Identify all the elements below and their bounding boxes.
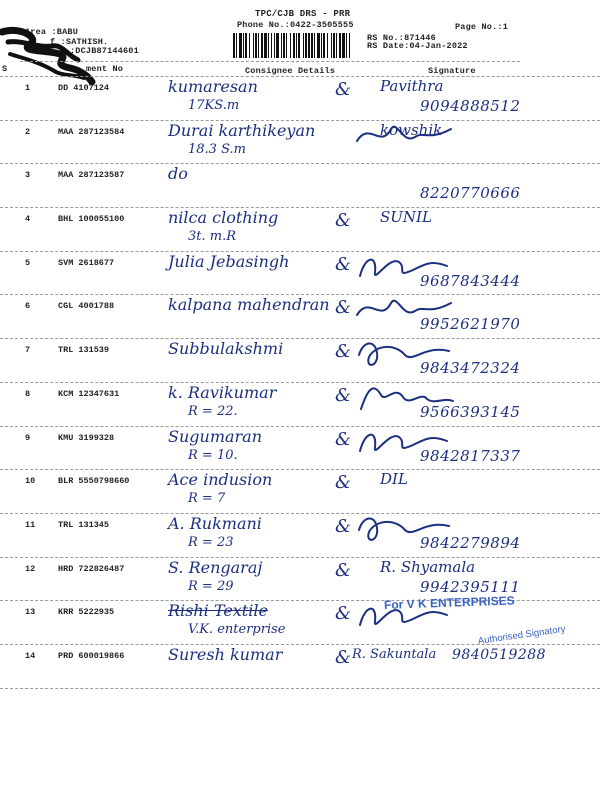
and-mark: & bbox=[335, 428, 352, 450]
receiver-signature bbox=[355, 293, 455, 329]
delivery-row bbox=[0, 121, 600, 165]
consignment-number: BHL 100055100 bbox=[58, 214, 125, 225]
delivery-row bbox=[0, 383, 600, 427]
consignee-name: Ace indusion bbox=[168, 470, 273, 490]
receiver-phone: 9842279894 bbox=[420, 533, 521, 552]
consignee-name: kumaresan bbox=[168, 77, 258, 96]
receiver-phone: 9566393145 bbox=[420, 402, 521, 421]
row-number: 3 bbox=[25, 170, 31, 181]
consignment-number: CGL 4001788 bbox=[58, 301, 115, 312]
receiver-phone: 9942395111 bbox=[420, 577, 521, 596]
receiver-name: R. Shyamala bbox=[380, 557, 476, 576]
receiver-name: kowshik bbox=[380, 120, 443, 139]
delivery-row bbox=[0, 339, 600, 383]
delivery-row bbox=[0, 295, 600, 339]
row-number: 14 bbox=[25, 650, 36, 661]
delivery-row bbox=[0, 514, 600, 558]
row-number: 6 bbox=[25, 301, 31, 312]
receiver-phone: 9840519288 bbox=[452, 646, 547, 663]
consignee-note: 3t. m.R bbox=[188, 229, 237, 245]
delivery-row bbox=[0, 77, 600, 121]
consignment-number: HRD 722826487 bbox=[58, 563, 125, 574]
office-phone: Phone No.:0422-3505555 bbox=[237, 20, 354, 30]
receiver-phone: 9952621970 bbox=[420, 315, 521, 334]
consignee-name: do bbox=[168, 164, 188, 184]
consignee-name: nilca clothing bbox=[168, 208, 279, 228]
row-number: 11 bbox=[25, 519, 36, 530]
row-number: 10 bbox=[25, 476, 36, 487]
consignment-number: TRL 131345 bbox=[58, 519, 110, 530]
consignment-number: MAA 287123587 bbox=[58, 170, 125, 181]
row-number: 12 bbox=[25, 563, 36, 574]
consignment-number: DD 4107124 bbox=[58, 83, 110, 93]
and-mark: & bbox=[335, 210, 352, 232]
consignment-number: TRL 131539 bbox=[58, 345, 110, 356]
consignee-name: k. Ravikumar bbox=[168, 382, 277, 402]
delivery-row bbox=[0, 164, 600, 208]
row-number: 8 bbox=[25, 388, 31, 399]
receiver-phone: 9843472324 bbox=[420, 359, 521, 378]
receiver-signature bbox=[355, 337, 455, 373]
consignee-name: S. Rengaraj bbox=[168, 557, 263, 577]
delivery-row bbox=[0, 208, 600, 252]
column-consignee: Consignee Details bbox=[245, 66, 336, 76]
document-title: TPC/CJB DRS - PRR bbox=[255, 9, 351, 19]
column-sno: S bbox=[2, 64, 8, 74]
receiver-phone: 9842817337 bbox=[420, 446, 521, 465]
receiver-name: Pavithra bbox=[380, 77, 444, 95]
consignment-number: KRR 5222935 bbox=[58, 607, 115, 618]
column-consignment: ment No bbox=[86, 64, 124, 74]
drs-code: :DCJB87144601 bbox=[70, 46, 139, 56]
column-signature: Signature bbox=[428, 66, 476, 76]
and-mark: & bbox=[335, 559, 352, 581]
and-mark: & bbox=[335, 253, 352, 275]
row-number: 13 bbox=[25, 607, 36, 618]
consignment-number: MAA 287123584 bbox=[58, 126, 125, 137]
receiver-signature bbox=[355, 512, 455, 548]
and-mark: & bbox=[335, 297, 352, 319]
receiver-phone: 9687843444 bbox=[420, 271, 521, 290]
barcode bbox=[233, 33, 353, 58]
row-number: 9 bbox=[25, 432, 31, 443]
authorised-signatory-label: Authorised Signatory bbox=[477, 623, 567, 647]
and-mark: & bbox=[335, 79, 352, 100]
receiver-phone: 9094888512 bbox=[420, 97, 521, 115]
receiver-signature bbox=[355, 119, 455, 155]
delivery-row bbox=[0, 252, 600, 296]
row-number: 2 bbox=[25, 126, 31, 137]
consignee-name: Sugumaran bbox=[168, 426, 263, 446]
consignee-name: A. Rukmani bbox=[168, 513, 262, 533]
and-mark: & bbox=[335, 646, 352, 668]
and-mark: & bbox=[335, 515, 352, 537]
consignee-note: R = 7 bbox=[188, 491, 226, 507]
row-number: 1 bbox=[25, 83, 31, 93]
consignee-note: R = 10. bbox=[188, 447, 238, 463]
consignee-note: R = 29 bbox=[188, 578, 234, 594]
receiver-name: SUNIL bbox=[380, 208, 432, 227]
staff-label: f :SATHISH. bbox=[50, 37, 109, 47]
receiver-name: DIL bbox=[380, 470, 408, 489]
consignment-number: PRD 600019866 bbox=[58, 650, 125, 661]
header-divider-top bbox=[20, 61, 520, 62]
delivery-row bbox=[0, 427, 600, 471]
row-number: 5 bbox=[25, 257, 31, 268]
and-mark: & bbox=[335, 341, 352, 363]
row-number: 7 bbox=[25, 345, 31, 356]
and-mark: & bbox=[335, 384, 352, 406]
consignment-number: KCM 12347631 bbox=[58, 388, 120, 399]
consignment-number: KMU 3199328 bbox=[58, 432, 115, 443]
consignee-name: kalpana mahendran bbox=[168, 295, 330, 315]
consignee-name: Durai karthikeyan bbox=[168, 120, 316, 140]
and-mark: & bbox=[335, 472, 352, 494]
consignee-name: Julia Jebasingh bbox=[168, 251, 290, 271]
consignee-note: R = 23 bbox=[188, 534, 234, 550]
rs-number: RS No.:871446 bbox=[367, 33, 436, 43]
receiver-signature bbox=[355, 250, 455, 286]
delivery-row bbox=[0, 470, 600, 514]
consignee-name: Rishi Textile bbox=[168, 601, 268, 621]
consignee-name: Suresh kumar bbox=[168, 644, 283, 664]
consignment-number: BLR 5550798660 bbox=[58, 476, 130, 487]
receiver-signature bbox=[355, 381, 455, 417]
consignment-number: SVM 2618677 bbox=[58, 257, 115, 268]
receiver-signature bbox=[355, 425, 455, 461]
consignee-note: 17KS.m bbox=[188, 98, 240, 113]
consignee-note: V.K. enterprise bbox=[188, 622, 286, 638]
page-number: Page No.:1 bbox=[455, 22, 509, 32]
consignee-note: R = 22. bbox=[188, 403, 238, 419]
company-stamp: For V K ENTERPRISES bbox=[383, 593, 515, 612]
area-label: Area :BABU bbox=[25, 27, 79, 37]
receiver-name: R. Sakuntala bbox=[352, 646, 437, 662]
receiver-phone: 8220770666 bbox=[420, 184, 521, 203]
consignee-name: Subbulakshmi bbox=[168, 339, 284, 359]
and-mark: & bbox=[335, 603, 352, 625]
row-number: 4 bbox=[25, 214, 31, 225]
consignee-note: 18.3 S.m bbox=[188, 141, 246, 157]
rs-date: RS Date:04-Jan-2022 bbox=[367, 41, 468, 51]
delivery-row bbox=[0, 645, 600, 689]
